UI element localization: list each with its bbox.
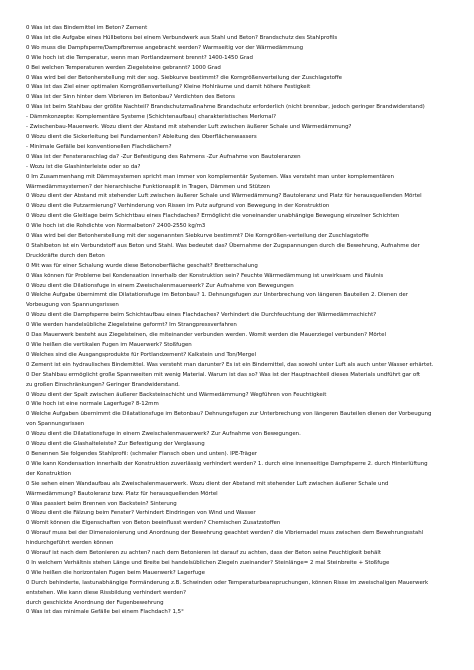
text-line: 0 Was ist das Bindemittel im Beton? Zement (26, 25, 148, 31)
text-line: 0 Wie heißen die horizontalen Fugen beim Mauerwerk? Lagerfuge (26, 569, 205, 576)
text-line: 0 Wozu dient der Abstand mit stehender Luft zwischen äußerer Schale und Wärmedämmung? Bautoleranz und Platz für herausquellenden Mörtel (26, 193, 422, 200)
text-line: hindurchgeführt werden können (26, 540, 114, 547)
text-line: 0 Das Mauerwerk besteht aus Ziegelsteinen, die miteinander verbunden werden. Womit werden die Mauerziegel verbunden? Mörtel (26, 332, 386, 339)
text-line: 0 Wozu dient die Glashalteleiste? Zur Befestigung der Verglasung (26, 441, 205, 448)
text-line: 0 Wozu dient die Dilationsfuge in einem Zweischalenmauerwerk? Zur Aufnahme von Bewegungen (26, 282, 294, 289)
text-line: 0 Was ist beim Stahlbau der größte Nachteil? Brandschutzmaßnahme Brandschutz erforderlich (nicht brennbar, jedoch geringer Brandwiderstand) (26, 104, 425, 111)
text-line: 0 Was ist die Aufgabe eines Hüllbetons bei einem Verbundwerk aus Stahl und Beton? Brandschutz des Stahlprofils (26, 34, 338, 41)
text-line: 0 Wie hoch ist die Temperatur, wenn man Portlandzement brennt? 1400-1450 Grad (26, 54, 253, 61)
text-line: 0 Stahlbeton ist ein Verbundstoff aus Beton und Stahl. Was bedeutet das? Übernahme der Zugspannungen durch die Bewehrung, Aufnahme der (26, 242, 420, 249)
text-line: 0 Durch behinderte, lastunabhängige Formänderung z.B. Schwinden oder Temperaturbeanspruchungen, können Risse im zweischaligen Mauerwerk (26, 579, 429, 586)
text-line: 0 Was wird bei der Betonherstellung mit der sogenannten Siebkurve bestimmt? Die Korngrößen-verteilung der Zuschlagstoffe (26, 233, 369, 240)
text-line: 0 Wie kann Kondensation innerhalb der Konstruktion zuverlässig verhindert werden? 1. durch eine innenseitige Dampfsperre 2. durch Hinterlüftung (26, 460, 428, 467)
text-line: 0 Welche Aufgaben übernimmt die Dilatationsfuge im Betonbau? Dehnungsfugen zur Unterbrechung von längeren Bauteilen dienen der Vorbeugung (26, 411, 432, 418)
text-line: Wärmedämmsystemen? der hierarchische Funktionssplit in Tragen, Dämmen und Stützen (26, 183, 270, 190)
text-line: durch geschickte Anordnung der Fugenbewehrung (26, 599, 164, 606)
text-line: Vorbeugung von Spannungsrissen (26, 302, 119, 309)
text-line: 0 Wozu dient die Gleitlage beim Schichtbau eines Flachdaches? Ermöglicht die voneinander unabhängige Bewegung einzelner Schichten (26, 213, 400, 220)
text-line: 0 Der Stahlbau ermöglicht große Spannweiten mit wenig Material. Warum ist das so? Was ist der Hauptnachteil dieses Materials undführt gar oft (26, 371, 421, 378)
text-line: von Spannungsrissen (26, 421, 85, 428)
text-line: - Wozu ist die Glashinterleiste oder so da? (26, 163, 141, 170)
text-line: 0 Wozu dient die Dampfsperre beim Schichtaufbau eines Flachdaches? Verhindert die Durchfeuchtung der Wärmedämmschicht? (26, 312, 377, 319)
text-line: 0 Wie hoch ist die Rohdichte von Normalbeton? 2400-2550 kg/m3 (26, 223, 206, 230)
text-line: 0 Wo muss die Dampfsperre/Dampfbremse angebracht werden? Warmseitig vor der Wärmedämmung (26, 44, 304, 51)
text-line: 0 Wie werden handelsübliche Ziegelsteine geformt? Im Strangpressverfahren (26, 322, 237, 329)
text-line: entstehen. Wie kann diese Rissbildung verhindert werden? (26, 589, 187, 596)
text-line: 0 Wozu dient die Dilatationsfuge in einem Zweischalenmauerwerk? Zur Aufnahme von Bewegungen. (26, 431, 301, 438)
text-line: 0 Was passiert beim Brennen von Backstein? Sinterung (26, 500, 177, 507)
text-line: 0 Was ist der Sinn hinter dem Vibrieren im Betonbau? Verdichten des Betons (26, 94, 235, 101)
text-line: 0 Welche Aufgabe übernimmt die Dilatationsfuge im Betonbau? 1. Dehnungsfugen zur Unterbrechung von längeren Bauteilen 2. Dienen der (26, 292, 408, 299)
text-line: 0 Worauf muss bei der Dimensionierung und Anordnung der Bewehrung geachtet werden? die Vibriernadel muss zwischen dem Bewehrungsstahl (26, 530, 424, 537)
text-line: 0 In welchem Verhältnis stehen Länge und Breite bei handelsüblichen Ziegeln zueinander? Steinlänge= 2 mal Steinbreite + Stoßfuge (26, 559, 390, 566)
text-line: - Dämmkonzepte: Komplementäre Systeme (Schichtenaufbau) charakteristisches Merkmal? (26, 114, 276, 121)
text-line: Wärmedämmung? Bautoleranz bzw. Platz für herausquellenden Mörtel (26, 490, 218, 497)
text-line: 0 Was können für Probleme bei Kondensation innerhalb der Konstruktion sein? Feuchte Wärmedämmung ist unwirksam und Fäulnis (26, 272, 384, 279)
text-line: 0 Wozu dient die Putzarmierung? Verhinderung von Rissen im Putz aufgrund von Bewegung in der Konstruktion (26, 203, 330, 210)
text-line: 0 Wie heißen die vertikalen Fugen im Mauerwerk? Stoßfugen (26, 342, 192, 348)
text-line: 0 Wozu dient die Fälzung beim Fenster? Verhindert Eindringen von Wind und Wasser (26, 510, 256, 517)
text-line: 0 Worauf ist nach dem Betonieren zu achten? nach dem Betonieren ist darauf zu achten, dass der Beton seine Feuchtigkeit behält (26, 550, 381, 557)
text-line: 0 Wozu dient der Spalt zwischen äußerer Backsteinschicht und Wärmedämmung? Wegführen von Feuchtigkeit (26, 391, 327, 398)
text-line: 0 Welches sind die Ausgangsprodukte für Portlandzement? Kalkstein und Ton/Mergel (26, 351, 257, 358)
text-line: 0 Mit was für einer Schalung wurde diese Betonoberfläche geschalt? Bretterschalung (26, 262, 258, 269)
text-line: 0 Womit können die Eigenschaften von Beton beeinflusst werden? Chemischen Zusatzstoffen (26, 520, 281, 527)
text-line: 0 Was ist das Ziel einer optimalen Korngrößenverteilung? Kleine Hohlräume und damit höhere Festigkeit (26, 84, 311, 91)
text-line: 0 Wozu dient die Sickerleitung bei Fundamenten? Ableitung des Oberflächenwassers (26, 133, 257, 140)
text-line: 0 Wie hoch ist eine normale Lagerfuge? 8-12mm (26, 401, 159, 408)
text-line: der Konstruktion (26, 470, 72, 477)
text-line: 0 Was wird bei der Betonherstellung mit der sog. Siebkurve bestimmt? die Korngrößenverteilung der Zuschlagstoffe (26, 74, 343, 81)
text-line: Druckkräfte durch den Beton (26, 252, 105, 259)
text-line: 0 Benennen Sie folgendes Stahlprofil: (schmaler Flansch oben und unten). IPE-Träger (26, 450, 258, 457)
text-line: 0 Bei welchen Temperaturen werden Ziegelsteine gebrannt? 1000 Grad (26, 64, 221, 71)
text-line: - Zwischenbau-Mauerwerk. Wozu dient der Abstand mit stehender Luft zwischen äußerer Schale und Wärmedämmung? (26, 124, 352, 131)
text-line: 0 Sie sehen einen Wandaufbau als Zweischalenmauerwerk. Wozu dient der Abstand mit stehender Luft zwischen äußerer Schale und (26, 480, 389, 487)
text-line: 0 Was ist der Fensteranschlag da? -Zur Befestigung des Rahmens -Zur Aufnahme von Bautoleranzen (26, 153, 301, 160)
text-line: zu großen Einschränkungen? Geringer Brandwiderstand. (26, 381, 180, 388)
text-line: 0 Im Zusammenhang mit Dämmsystemen spricht man immer von komplementär Systemen. Was versteht man unter komplementären (26, 173, 394, 180)
text-line: - Minimale Gefälle bei konventionellen Flachdächern? (26, 143, 172, 150)
text-line: 0 Zement ist ein hydraulisches Bindemittel. Was versteht man darunter? Es ist ein Bindemittel, das sowohl unter Luft als auch unter Wasser erhärtet. (26, 361, 434, 368)
text-line: 0 Was ist das minimale Gefälle bei einem Flachdach? 1,5° (26, 609, 184, 616)
